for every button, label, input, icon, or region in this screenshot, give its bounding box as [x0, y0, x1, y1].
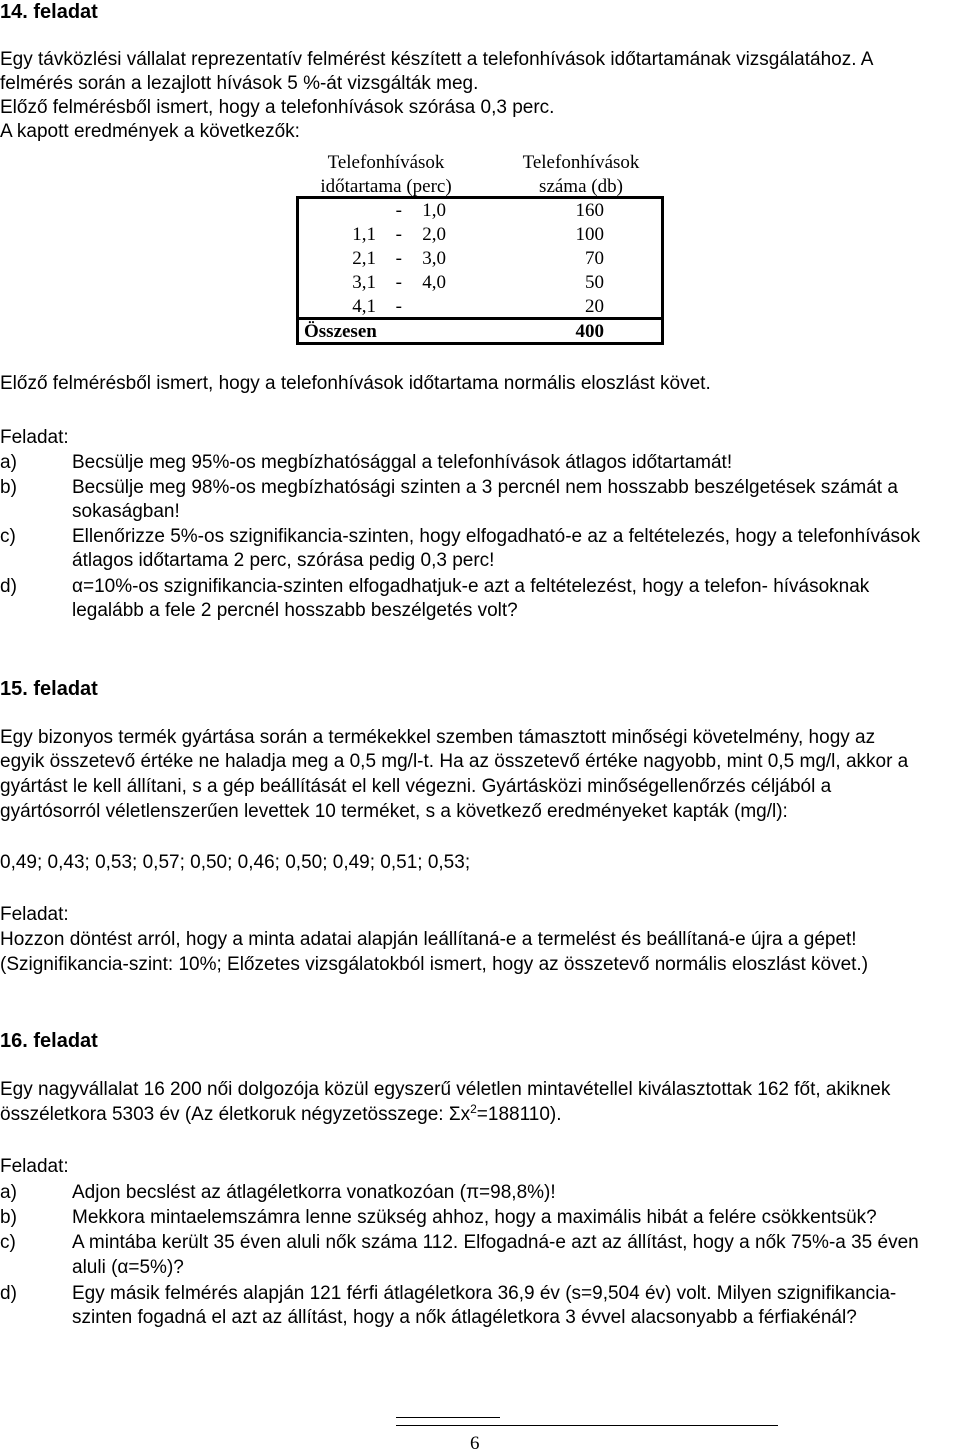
table-row-4-count: 50	[585, 272, 604, 293]
problem-14-intro-line-2: felmérés során a lezajlott hívások 5 %-át vizsgálták meg.	[0, 73, 479, 94]
task-14b-text-1: Becsülje meg 98%-os megbízhatósági szinten a 3 percnél nem hosszabb beszélgetések számát a	[72, 477, 898, 498]
table-row-2-to: 2,0	[422, 224, 446, 245]
task-14b-label: b)	[0, 477, 17, 498]
task-16d-label: d)	[0, 1283, 17, 1304]
table-row-4-dash: -	[395, 272, 402, 293]
task-16b-label: b)	[0, 1207, 17, 1228]
table-row-2-dash: -	[395, 224, 402, 245]
para-2-post: =188110).	[476, 1104, 562, 1125]
table-row-3-from: 2,1	[352, 248, 376, 269]
problem-16-para-2	[0, 1103, 562, 1128]
task-14c-label: c)	[0, 526, 16, 547]
problem-16-title: 16. feladat	[0, 1030, 98, 1052]
task-14c-text-1: Ellenőrizze 5%-os szignifikancia-szinten, hogy elfogadható-e az a feltételezés, hogy a telefonhívások	[72, 526, 921, 547]
problem-15-para-3: gyártást le kell állítani, s a gép beállítását el kell végezni. Gyártásközi minőségellenőrzés céljából a	[0, 776, 832, 797]
col1-header-line1: Telefonhívások	[327, 152, 445, 173]
problem-14-task-label: Feladat:	[0, 427, 69, 448]
task-16c-text-2: aluli (α=5%)?	[72, 1257, 184, 1278]
task-16c-label: c)	[0, 1232, 16, 1253]
problem-14-intro-line-3: Előző felmérésből ismert, hogy a telefonhívások szórása 0,3 perc.	[0, 97, 555, 118]
table-row-4-from: 3,1	[352, 272, 376, 293]
problem-15-title: 15. feladat	[0, 678, 98, 700]
table-row-3-to: 3,0	[422, 248, 446, 269]
para-2-superscript: 2	[470, 1102, 477, 1116]
table-row-2-count: 100	[575, 224, 604, 245]
table-row-2-from: 1,1	[352, 224, 376, 245]
page-number: 6	[470, 1433, 480, 1454]
table-row-1-count: 160	[575, 200, 604, 221]
table-row-5-dash: -	[395, 296, 402, 317]
task-14d-label: d)	[0, 576, 17, 597]
task-16a-text: Adjon becslést az átlagéletkorra vonatkozóan (π=98,8%)!	[72, 1182, 556, 1203]
table-row-1-to: 1,0	[422, 200, 446, 221]
problem-15-values: 0,49; 0,43; 0,53; 0,57; 0,50; 0,46; 0,50; 0,49; 0,51; 0,53;	[0, 852, 471, 873]
task-16a-label: a)	[0, 1182, 17, 1203]
problem-14-intro-line-1	[0, 48, 956, 72]
task-14c-text-2: átlagos időtartama 2 perc, szórása pedig 0,3 perc!	[72, 550, 495, 571]
footer-rule-short	[396, 1417, 500, 1418]
col2-header-line1: Telefonhívások	[522, 152, 640, 173]
col1-header	[296, 151, 476, 199]
problem-16-task-label: Feladat:	[0, 1156, 69, 1177]
problem-14-note: Előző felmérésből ismert, hogy a telefonhívások időtartama normális eloszlást követ.	[0, 373, 711, 394]
task-16c-text-1: A mintába került 35 éven aluli nők száma 112. Elfogadná-e azt az állítást, hogy a nők 75%-a 35 éven	[72, 1232, 919, 1253]
task-16b-text: Mekkora mintaelemszámra lenne szükség ahhoz, hogy a maximális hibát a felére csökkentsük?	[72, 1207, 877, 1228]
task-14a-label: a)	[0, 452, 17, 473]
col2-header-line2: száma (db)	[539, 176, 623, 197]
problem-15-task-2: (Szignifikancia-szint: 10%; Előzetes vizsgálatokból ismert, hogy az összetevő normális eloszlást követ.)	[0, 954, 869, 975]
task-14d-text-2: legalább a fele 2 percnél hosszabb beszélgetés volt?	[72, 600, 518, 621]
intro-line-1-text: Egy távközlési vállalat reprezentatív felmérést készített a telefonhívások időtartamának vizsgálatához. A	[0, 49, 874, 70]
call-duration-table	[296, 151, 664, 342]
table-row-1-dash: -	[395, 200, 402, 221]
table-row-3-count: 70	[585, 248, 604, 269]
table-row-5-from: 4,1	[352, 296, 376, 317]
col1-header-line2: időtartama (perc)	[320, 176, 452, 197]
problem-15-para-1: Egy bizonyos termék gyártása során a termékekkel szemben támasztott minőségi követelmény, hogy az	[0, 727, 876, 748]
task-14a-text: Becsülje meg 95%-os megbízhatósággal a telefonhívások átlagos időtartamát!	[72, 452, 733, 473]
footer-rule-long	[396, 1425, 778, 1426]
table-row-3-dash: -	[395, 248, 402, 269]
problem-14-title: 14. feladat	[0, 1, 98, 23]
table-row-4-to: 4,0	[422, 272, 446, 293]
problem-15-para-4: gyártósorról véletlenszerűen levettek 10 terméket, s a következő eredményeket kapták (mg/l):	[0, 801, 788, 822]
task-14b-text-2: sokaságban!	[72, 501, 180, 522]
task-14d-text-1: α=10%-os szignifikancia-szinten elfogadhatjuk-e azt a feltételezést, hogy a telefon- hívásoknak	[72, 576, 870, 597]
table-total-value: 400	[575, 321, 604, 342]
task-16d-text-2: szinten fogadná el azt az állítást, hogy a nők átlagéletkora 3 évvel alacsonyabb a férfiakénál?	[72, 1307, 857, 1328]
col2-header	[496, 151, 666, 199]
problem-14-intro-line-4: A kapott eredmények a következők:	[0, 121, 300, 142]
table-row-5-count: 20	[585, 296, 604, 317]
task-16d-text-1: Egy másik felmérés alapján 121 férfi átlagéletkora 36,9 év (s=9,504 év) volt. Milyen szignifikancia-	[72, 1283, 897, 1304]
problem-16-para-1: Egy nagyvállalat 16 200 női dolgozója közül egyszerű véletlen mintavétellel kiválasztottak 162 főt, akiknek	[0, 1079, 891, 1100]
problem-15-para-2: egyik összetevő értéke ne haladja meg a 0,5 mg/l-t. Ha az összetevő értéke nagyobb, mint 0,5 mg/l, akkor a	[0, 751, 909, 772]
problem-15-task-1: Hozzon döntést arról, hogy a minta adatai alapján leállítaná-e a termelést és beállítaná-e újra a gépet!	[0, 929, 857, 950]
para-2-pre: összéletkora 5303 év (Az életkoruk négyzetösszege: Σx	[0, 1104, 471, 1125]
problem-15-task-label: Feladat:	[0, 904, 69, 925]
table-total-label: Összesen	[304, 321, 377, 342]
